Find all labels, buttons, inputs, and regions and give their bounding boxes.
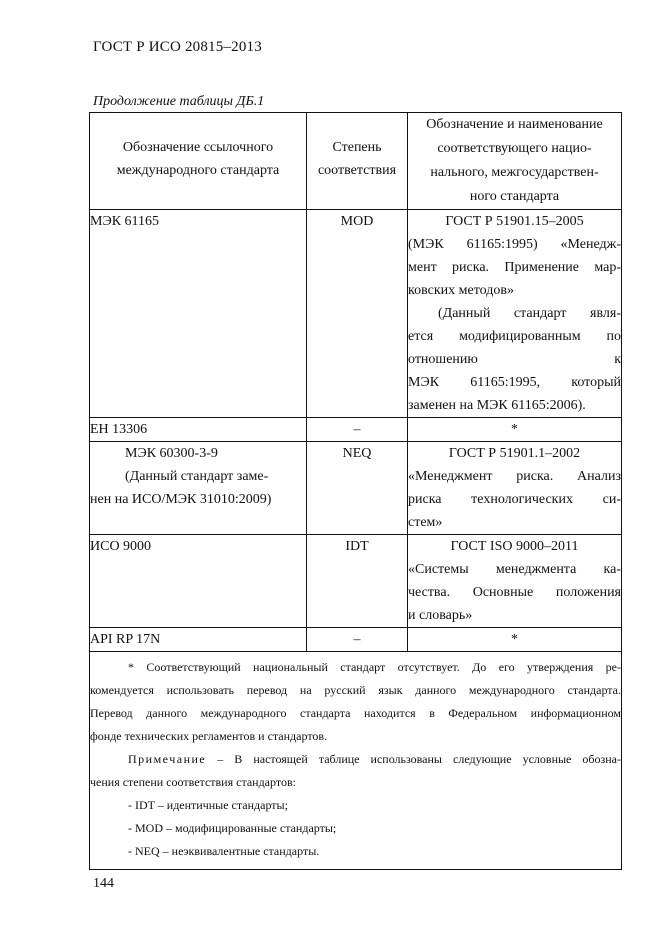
national-text: заменен на МЭК 61165:2006). [408, 398, 586, 413]
header-text: Обозначение и наименование [426, 117, 603, 132]
legend-item: - NEQ – неэквивалентные стандарты. [128, 844, 320, 858]
national-text: «Менеджмент риска. Анализ [408, 469, 621, 484]
header-text: ного стандарта [469, 189, 560, 204]
ref-text: (Данный стандарт заме- [125, 469, 269, 484]
ref-text: ИСО 9000 [90, 539, 152, 554]
national-text: мент риска. Применение мар- [408, 260, 621, 275]
ref-text: нен на ИСО/МЭК 31010:2009) [90, 492, 272, 507]
national-text: ГОСТ Р 51901.1–2002 [448, 446, 581, 461]
national-text: (МЭК 61165:1995) «Менедж- [408, 237, 621, 252]
national-cell [408, 418, 622, 442]
header-text: международного стандарта [116, 163, 280, 178]
national-text: * [511, 632, 518, 647]
national-cell [408, 628, 622, 652]
document-header: ГОСТ Р ИСО 20815–2013 [93, 39, 262, 55]
national-cell [408, 442, 622, 535]
header-text: Обозначение ссылочного [122, 140, 274, 155]
table-caption: Продолжение таблицы ДБ.1 [93, 94, 265, 109]
degree-cell: – [307, 628, 408, 652]
page-number: 144 [93, 876, 114, 891]
degree-cell: – [307, 418, 408, 442]
national-text: ГОСТ ISO 9000–2011 [450, 539, 579, 554]
legend-item: - IDT – идентичные стандарты; [128, 798, 288, 812]
national-cell [408, 210, 622, 418]
footnote-text: Перевод данного международного стандарта находится в Федеральном информационном [90, 706, 621, 720]
table-row [90, 210, 622, 418]
ref-cell [90, 628, 307, 652]
header-text: соответствия [317, 163, 397, 178]
national-text: отношению к [408, 352, 621, 367]
national-text: МЭК 61165:1995, который [408, 375, 621, 390]
header-text: нального, межгосударствен- [430, 165, 599, 180]
ref-text: МЭК 60300-3-9 [125, 446, 218, 461]
ref-cell [90, 535, 307, 628]
note-line [90, 748, 621, 771]
table-header-row [90, 113, 622, 210]
footnote-cell [90, 652, 622, 870]
note-label: Примечание [128, 752, 207, 766]
note-text: чения степени соответствия стандартов: [90, 775, 296, 789]
table-row [90, 535, 622, 628]
table-footnote-row [90, 652, 622, 870]
ref-cell [90, 418, 307, 442]
national-text: чества. Основные положения [408, 585, 621, 600]
table-row [90, 442, 622, 535]
table-row [90, 418, 622, 442]
footnote-text: комендуется использовать перевод на русский язык данного международного стандарта. [90, 683, 621, 697]
ref-text: API RP 17N [90, 632, 161, 647]
table-row [90, 628, 622, 652]
national-cell [408, 535, 622, 628]
reference-table [89, 112, 622, 870]
degree-cell: IDT [307, 535, 408, 628]
footnote-text: * Соответствующий национальный стандарт отсутствует. До его утверждения ре- [128, 660, 621, 674]
ref-text: МЭК 61165 [90, 214, 160, 229]
degree-cell: MOD [307, 210, 408, 418]
ref-cell [90, 210, 307, 418]
national-text: (Данный стандарт явля- [438, 306, 621, 321]
header-national-standard [408, 113, 622, 210]
header-text: соответствующего нацио- [437, 141, 592, 156]
national-text: ется модифицированным по [408, 329, 621, 344]
ref-text: ЕН 13306 [90, 422, 148, 437]
header-ref-standard [90, 113, 307, 210]
note-text: – В настоящей таблице использованы следующие условные обозна- [206, 752, 621, 766]
national-text: ГОСТ Р 51901.15–2005 [445, 214, 584, 229]
national-text: риска технологических си- [408, 492, 621, 507]
header-degree [307, 113, 408, 210]
footnote-text: фонде технических регламентов и стандартов. [90, 729, 328, 743]
legend-item: - MOD – модифицированные стандарты; [128, 821, 337, 835]
national-text: и словарь» [408, 608, 473, 623]
degree-cell: NEQ [307, 442, 408, 535]
ref-cell [90, 442, 307, 535]
national-text: стем» [408, 515, 443, 530]
national-text: ковских методов» [408, 283, 514, 298]
header-text: Степень [332, 140, 382, 155]
national-text: * [511, 422, 518, 437]
national-text: «Системы менеджмента ка- [408, 562, 621, 577]
